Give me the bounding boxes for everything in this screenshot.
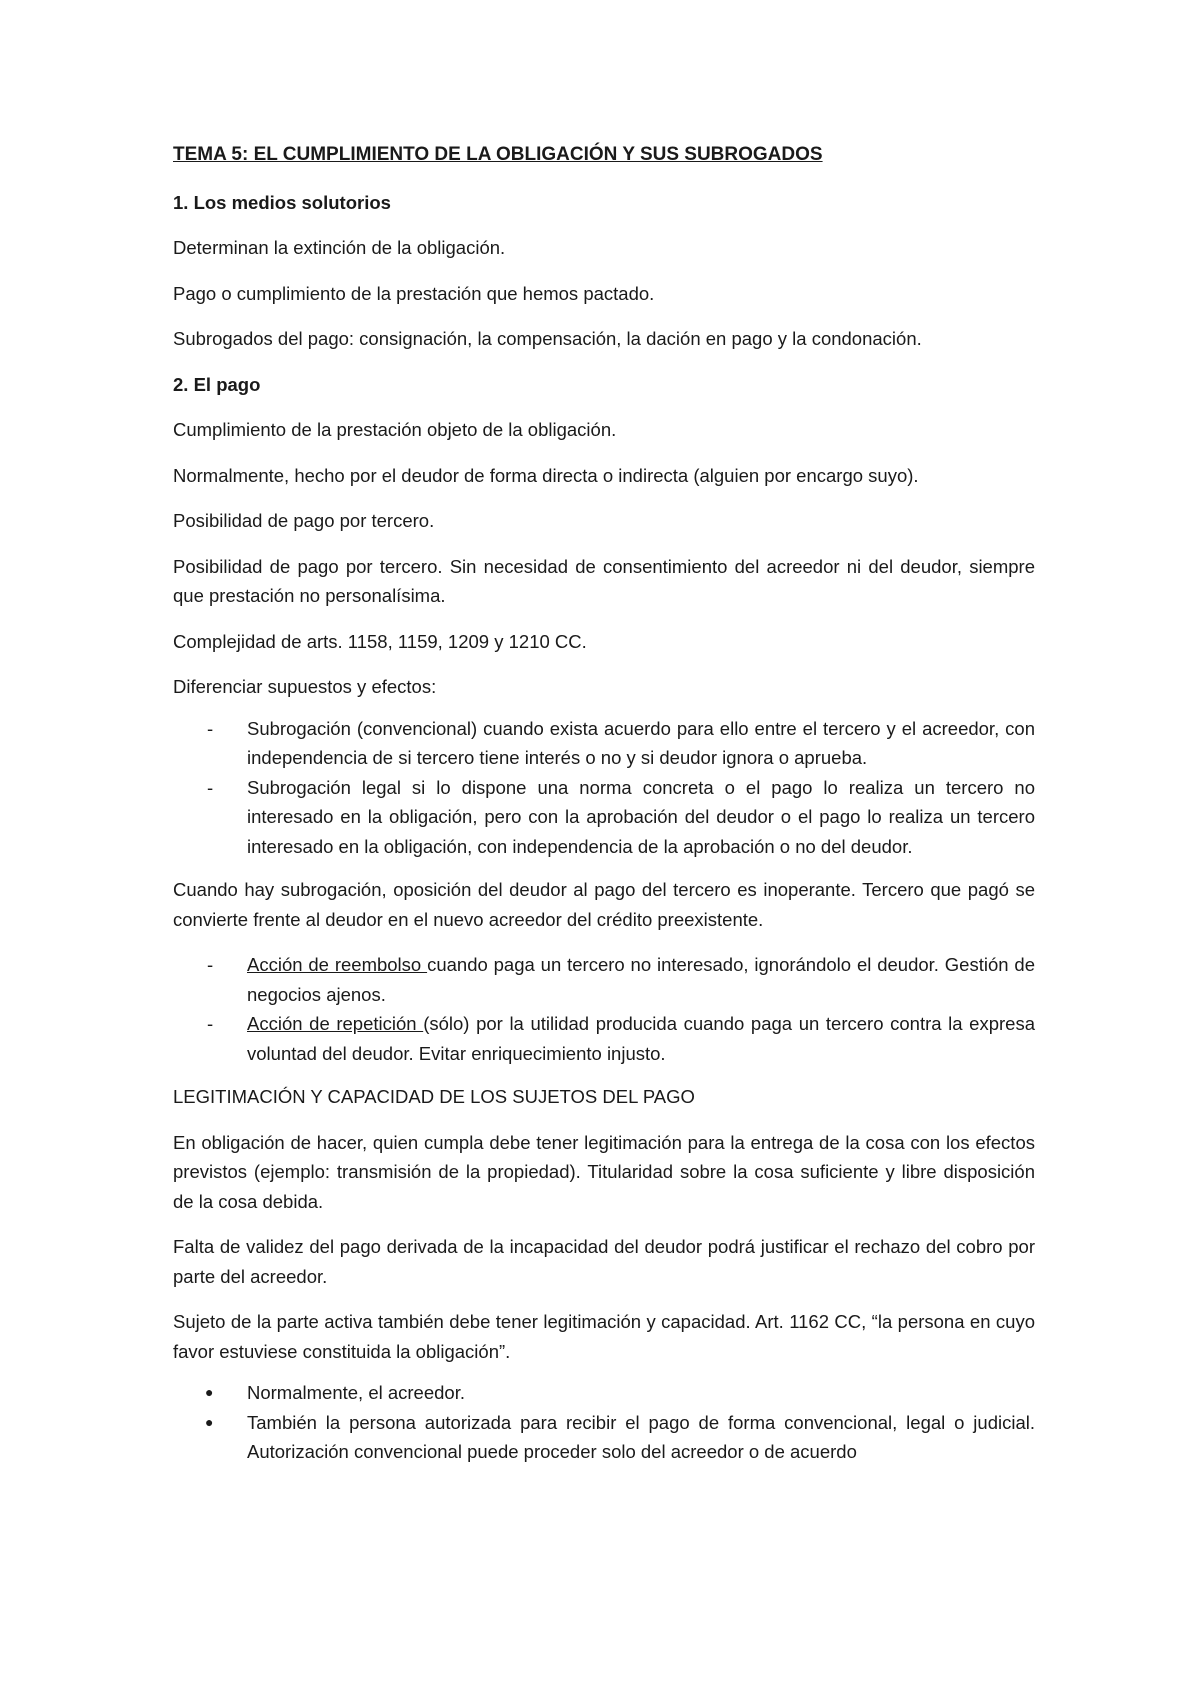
paragraph: Sujeto de la parte activa también debe tener legitimación y capacidad. Art. 1162 CC, “la persona en cuyo favor estuviese constituida la obligación”. — [173, 1311, 1035, 1362]
dash-marker: - — [207, 776, 214, 798]
creditor-bullet-list — [173, 1378, 1035, 1467]
dash-marker: - — [207, 717, 214, 739]
document-title: TEMA 5: EL CUMPLIMIENTO DE LA OBLIGACIÓN Y SUS SUBROGADOS — [173, 144, 823, 165]
paragraph: Posibilidad de pago por tercero. Sin necesidad de consentimiento del acreedor ni del deudor, siempre que prestación no personalísima. — [173, 555, 1035, 606]
paragraph: Cumplimiento de la prestación objeto de la obligación. — [173, 419, 617, 440]
actions-list — [173, 950, 1035, 1068]
list-item-text: Subrogación (convencional) cuando exista acuerdo para ello entre el tercero y el acreedor, con independencia de si tercero tiene interés o no y si deudor ignora o aprueba. — [247, 717, 1035, 768]
list-item — [173, 950, 1035, 1009]
paragraph: Posibilidad de pago por tercero. — [173, 510, 435, 531]
list-item-text: Normalmente, el acreedor. — [247, 1382, 465, 1403]
term-accion-repeticion: Acción de repetición — [247, 1013, 424, 1034]
dash-marker: - — [207, 954, 214, 975]
paragraph: En obligación de hacer, quien cumpla debe tener legitimación para la entrega de la cosa con los efectos previstos (ejemplo: transmisión de la propiedad). Titularidad sobre la cosa suficiente y libre disposición de la cosa debida. — [173, 1131, 1035, 1212]
term-accion-reembolso: Acción de reembolso — [247, 954, 428, 975]
list-item — [173, 714, 1035, 773]
document-page — [173, 140, 1035, 1481]
section-heading-el-pago: 2. El pago — [173, 373, 261, 395]
paragraph: Determinan la extinción de la obligación. — [173, 237, 506, 258]
list-item-text: (sólo) por la utilidad producida cuando paga un tercero contra la expresa voluntad del deudor. Evitar enriquecimiento injusto. — [247, 1013, 1035, 1064]
list-item — [173, 773, 1035, 862]
list-item — [173, 1408, 1035, 1467]
dash-marker: - — [207, 1013, 214, 1034]
list-item — [173, 1378, 1035, 1408]
list-item-text: cuando paga un tercero no interesado, ignorándolo el deudor. Gestión de negocios ajenos. — [247, 954, 1035, 1005]
paragraph: Pago o cumplimiento de la prestación que hemos pactado. — [173, 282, 655, 304]
section-heading-legitimacion: LEGITIMACIÓN Y CAPACIDAD DE LOS SUJETOS DEL PAGO — [173, 1086, 695, 1107]
bullet-marker: ● — [205, 1413, 214, 1430]
paragraph: Complejidad de arts. 1158, 1159, 1209 y 1210 CC. — [173, 630, 587, 652]
subrogation-list — [173, 714, 1035, 862]
paragraph: Normalmente, hecho por el deudor de forma directa o indirecta (alguien por encargo suyo). — [173, 464, 919, 486]
list-item-text: También la persona autorizada para recibir el pago de forma convencional, legal o judicial. Autorización convencional puede proceder solo del acreedor o de acuerdo — [247, 1411, 1035, 1462]
paragraph: Cuando hay subrogación, oposición del deudor al pago del tercero es inoperante. Tercero que pagó se convierte frente al deudor en el nuevo acreedor del crédito preexistente. — [173, 879, 1035, 930]
bullet-marker: ● — [205, 1384, 214, 1400]
paragraph: Diferenciar supuestos y efectos: — [173, 676, 437, 697]
list-item — [173, 1009, 1035, 1068]
paragraph: Falta de validez del pago derivada de la incapacidad del deudor podrá justificar el rechazo del cobro por parte del acreedor. — [173, 1236, 1035, 1287]
paragraph: Subrogados del pago: consignación, la compensación, la dación en pago y la condonación. — [173, 328, 922, 349]
list-item-text: Subrogación legal si lo dispone una norma concreta o el pago lo realiza un tercero no interesado en la obligación, pero con la aprobación del deudor o el pago lo realiza un tercero interesado en la obligación, con independencia de la aprobación o no del deudor. — [247, 776, 1035, 857]
section-heading-medios-solutorios: 1. Los medios solutorios — [173, 191, 391, 213]
